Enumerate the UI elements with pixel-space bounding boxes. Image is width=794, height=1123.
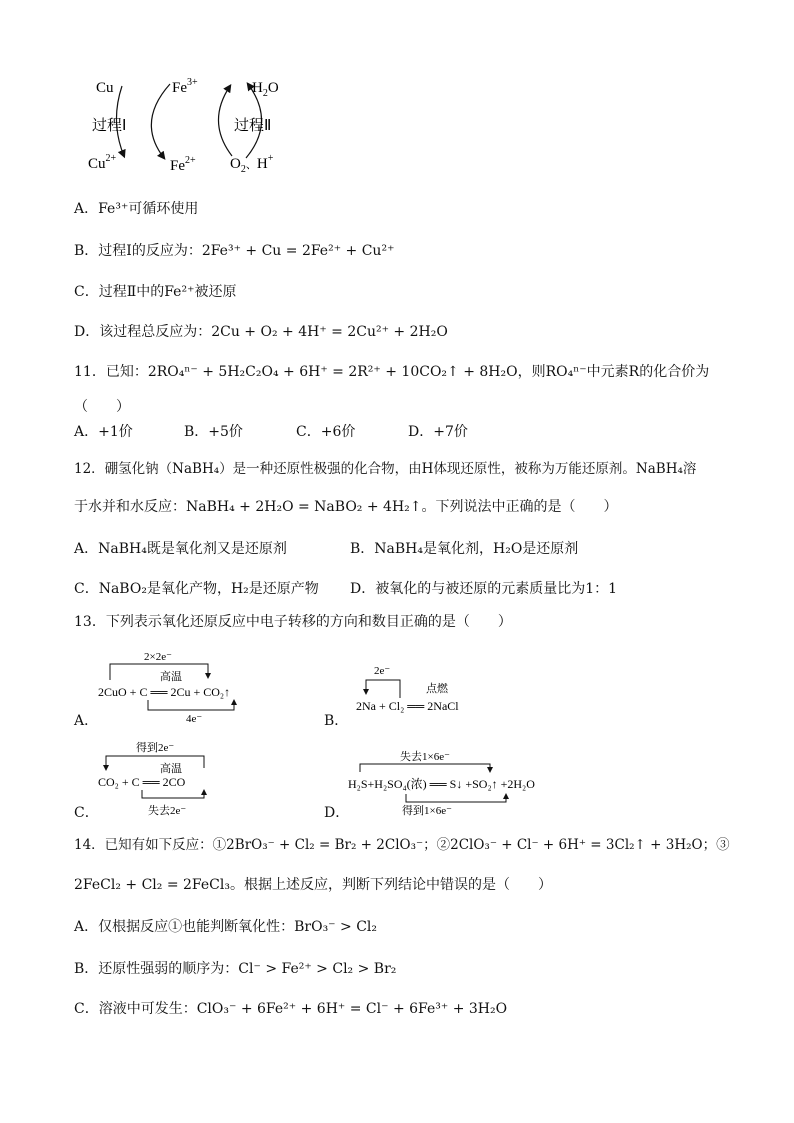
process2-label: 过程Ⅱ xyxy=(234,118,272,134)
q13c-top-arrow xyxy=(106,756,204,770)
q12-option-c: C．NaBO₂是氧化产物，H₂是还原产物 xyxy=(74,581,319,597)
q12-option-d: D．被氧化的与被还原的元素质量比为1：1 xyxy=(350,581,618,597)
q14-stem-line2: 2FeCl₂ + Cl₂ = 2FeCl₃。根据上述反应，判断下列结论中错误的是（ ） xyxy=(74,877,552,893)
q13a-bottom-label: 4e⁻ xyxy=(186,713,203,725)
q12-option-b: B．NaBH₄是氧化剂，H₂O是还原剂 xyxy=(350,541,579,557)
q13d-bottom-arrow xyxy=(406,794,506,802)
q13a-bottom-arrow xyxy=(148,700,234,710)
q13c-equation: CO₂ + C ══ 2CO xyxy=(98,775,186,789)
fe2-label: $Fe^{2+}$ xyxy=(170,155,196,174)
o2-h-label: $O_2^、H^+$ xyxy=(230,153,274,175)
q13c-bottom-label: 失去2e⁻ xyxy=(148,805,187,817)
process2-arrow-left xyxy=(218,86,232,156)
q13a-top-arrow xyxy=(110,664,208,680)
q14-stem-line1: 14．已知有如下反应：①2BrO₃⁻ + Cl₂ = Br₂ + 2ClO₃⁻；②2ClO₃⁻ + Cl⁻ + 6H⁺ = 3Cl₂↑ + 3H₂O；③ xyxy=(74,837,730,853)
q14-option-a: A．仅根据反应①也能判断氧化性：BrO₃⁻ > Cl₂ xyxy=(74,919,378,935)
q11-stem: 11．已知：2RO₄ⁿ⁻ + 5H₂C₂O₄ + 6H⁺ = 2R²⁺ + 10CO₂↑ + 8H₂O，则RO₄ⁿ⁻中元素R的化合价为 xyxy=(74,364,710,380)
q13-diagram-a xyxy=(96,648,276,726)
q13d-equation: H₂S+H₂SO₄(浓) ══ S↓ +SO₂↑ +2H₂O xyxy=(348,777,535,791)
q13a-condition: 高温 xyxy=(160,671,182,683)
q10-option-d: D．该过程总反应为：2Cu + O₂ + 4H⁺ = 2Cu²⁺ + 2H₂O xyxy=(74,324,448,340)
q10-option-c: C．过程Ⅱ中的Fe²⁺被还原 xyxy=(74,284,237,300)
q13-label-b: B． xyxy=(324,713,349,729)
q14-option-c: C．溶液中可发生：ClO₃⁻ + 6Fe²⁺ + 6H⁺ = Cl⁻ + 6Fe³⁺ + 3H₂O xyxy=(74,1001,508,1017)
q13-stem: 13．下列表示氧化还原反应中电子转移的方向和数目正确的是（ ） xyxy=(74,614,512,630)
q11-option-a: A．+1价 xyxy=(74,424,133,440)
q10-option-b: B．过程Ⅰ的反应为：2Fe³⁺ + Cu = 2Fe²⁺ + Cu²⁺ xyxy=(74,243,395,259)
q13-diagram-c xyxy=(96,738,256,820)
q13d-bottom-label: 得到1×6e⁻ xyxy=(402,805,452,817)
q13c-condition: 高温 xyxy=(160,763,182,775)
q13a-top-label: 2×2e⁻ xyxy=(144,651,172,663)
q12-stem-line1: 12．硼氢化钠（NaBH₄）是一种还原性极强的化合物，由H体现还原性，被称为万能还原剂。NaBH₄溶 xyxy=(74,461,697,477)
q13a-equation: 2CuO + C ══ 2Cu + CO₂↑ xyxy=(98,685,231,699)
q11-option-d: D．+7价 xyxy=(408,424,468,440)
cu-label: Cu xyxy=(96,80,114,96)
q13c-bottom-arrow xyxy=(142,790,204,798)
cu2-label: $Cu^{2+}$ xyxy=(88,153,117,172)
fe3-label: $Fe^{3+}$ xyxy=(172,77,198,96)
q11-option-b: B．+5价 xyxy=(184,424,243,440)
q13b-top-label: 2e⁻ xyxy=(374,665,391,677)
process1-label: 过程Ⅰ xyxy=(92,118,127,134)
q13b-condition: 点燃 xyxy=(426,683,448,695)
process1-arrow-right xyxy=(151,84,170,158)
q13-label-c: C． xyxy=(74,805,99,821)
redox-cycle-diagram xyxy=(80,70,300,180)
q13-diagram-d xyxy=(346,748,596,820)
q13b-arrow xyxy=(366,680,400,698)
q11-option-c: C．+6价 xyxy=(296,424,356,440)
q13b-equation: 2Na + Cl₂ ══ 2NaCl xyxy=(356,699,459,713)
q10-option-a: A．Fe³⁺可循环使用 xyxy=(74,201,199,217)
q13-label-a: A． xyxy=(74,713,99,729)
q13-diagram-b xyxy=(350,660,530,720)
h2o-label: $H_2O$ xyxy=(252,80,279,99)
q13d-top-label: 失去1×6e⁻ xyxy=(400,751,450,763)
q13-label-d: D． xyxy=(324,805,350,821)
q13d-top-arrow xyxy=(360,764,490,772)
q12-stem-line2: 于水并和水反应：NaBH₄ + 2H₂O = NaBO₂ + 4H₂↑。下列说法中正确的是（ ） xyxy=(74,499,618,515)
q13c-top-label: 得到2e⁻ xyxy=(136,742,175,754)
q14-option-b: B．还原性强弱的顺序为：Cl⁻ > Fe²⁺ > Cl₂ > Br₂ xyxy=(74,961,397,977)
q12-option-a: A．NaBH₄既是氧化剂又是还原剂 xyxy=(74,541,287,557)
q11-paren: （ ） xyxy=(74,399,130,415)
